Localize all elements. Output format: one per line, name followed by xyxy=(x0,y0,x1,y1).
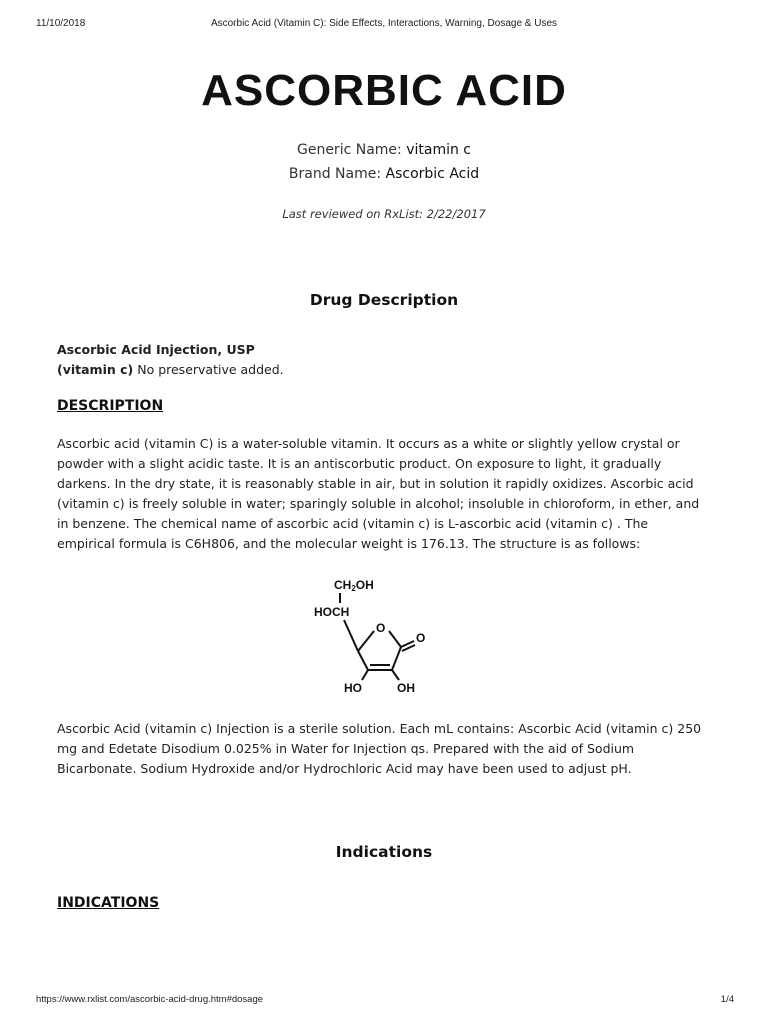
description-heading: DESCRIPTION xyxy=(57,398,164,414)
last-reviewed: Last reviewed on RxList: 2/22/2017 xyxy=(282,207,486,221)
bond-line xyxy=(344,620,358,651)
bond-line xyxy=(392,647,401,670)
drug-title: ASCORBIC ACID xyxy=(201,66,567,115)
structure-label-oh: OH xyxy=(397,681,415,695)
description-paragraph-2: Ascorbic Acid (vitamin c) Injection is a sterile solution. Each mL contains: Ascorbic Acid (vitamin c) 250 mg and Edetate Disodium 0.025% in Water for Injection qs. Prepared with the aid of Sodium Bicarbonate. Sodium Hydroxide and/or Hydrochloric Acid may have been used to adjust pH. xyxy=(57,721,702,776)
product-name: Ascorbic Acid Injection, USP xyxy=(57,342,255,357)
generic-name-value: vitamin c xyxy=(406,142,471,158)
bond-line xyxy=(358,631,374,651)
chemical-structure xyxy=(300,574,440,698)
indications-heading: INDICATIONS xyxy=(57,895,160,911)
generic-name-label: Generic Name: xyxy=(296,142,402,158)
bond-line xyxy=(362,670,368,680)
bond-line xyxy=(392,670,399,680)
brand-name-line xyxy=(0,162,768,186)
indications-title: Indications xyxy=(335,843,433,861)
drug-description-title: Drug Description xyxy=(309,291,459,309)
bond-line xyxy=(389,631,401,647)
print-date: 11/10/2018 xyxy=(36,18,86,29)
description-paragraph-1: Ascorbic acid (vitamin C) is a water-soluble vitamin. It occurs as a white or slightly yellow crystal or powder with a slight acidic taste. It is an antiscorbutic product. On exposure to light, it gradually darkens. In the dry state, it is reasonably stable in air, but in solution it rapidly oxidizes. Ascorbic acid (vitamin c) is freely soluble in water; sparingly soluble in alcohol; insoluble in chloroform, in ether, and in benzene. The chemical name of ascorbic acid (vitamin c) is L-ascorbic acid (vitamin c) . The empirical formula is C6H806, and the molecular weight is 176.13. The structure is as follows: xyxy=(57,436,700,551)
product-note-text: No preservative added. xyxy=(133,362,284,377)
product-note xyxy=(57,360,707,380)
product-info xyxy=(57,340,707,380)
brand-name-value: Ascorbic Acid xyxy=(385,166,480,182)
structure-label-ch2oh: CH2OH xyxy=(334,578,374,593)
brand-name-label: Brand Name: xyxy=(288,166,382,182)
product-note-bold: (vitamin c) xyxy=(57,362,134,377)
structure-drawing xyxy=(300,574,440,698)
generic-name-line xyxy=(0,138,768,162)
print-url: https://www.rxlist.com/ascorbic-acid-drug.htm#dosage xyxy=(36,994,264,1005)
structure-label-hoch: HOCH xyxy=(314,605,350,619)
structure-label-ring-o: O xyxy=(376,621,386,635)
drug-names xyxy=(0,138,768,186)
page-number: 1/4 xyxy=(720,994,734,1005)
structure-label-ho: HO xyxy=(344,681,362,695)
structure-label-carbonyl-o: O xyxy=(416,631,426,645)
print-page-title: Ascorbic Acid (Vitamin C): Side Effects, Interactions, Warning, Dosage & Uses xyxy=(210,18,558,29)
bond-line xyxy=(358,651,368,670)
